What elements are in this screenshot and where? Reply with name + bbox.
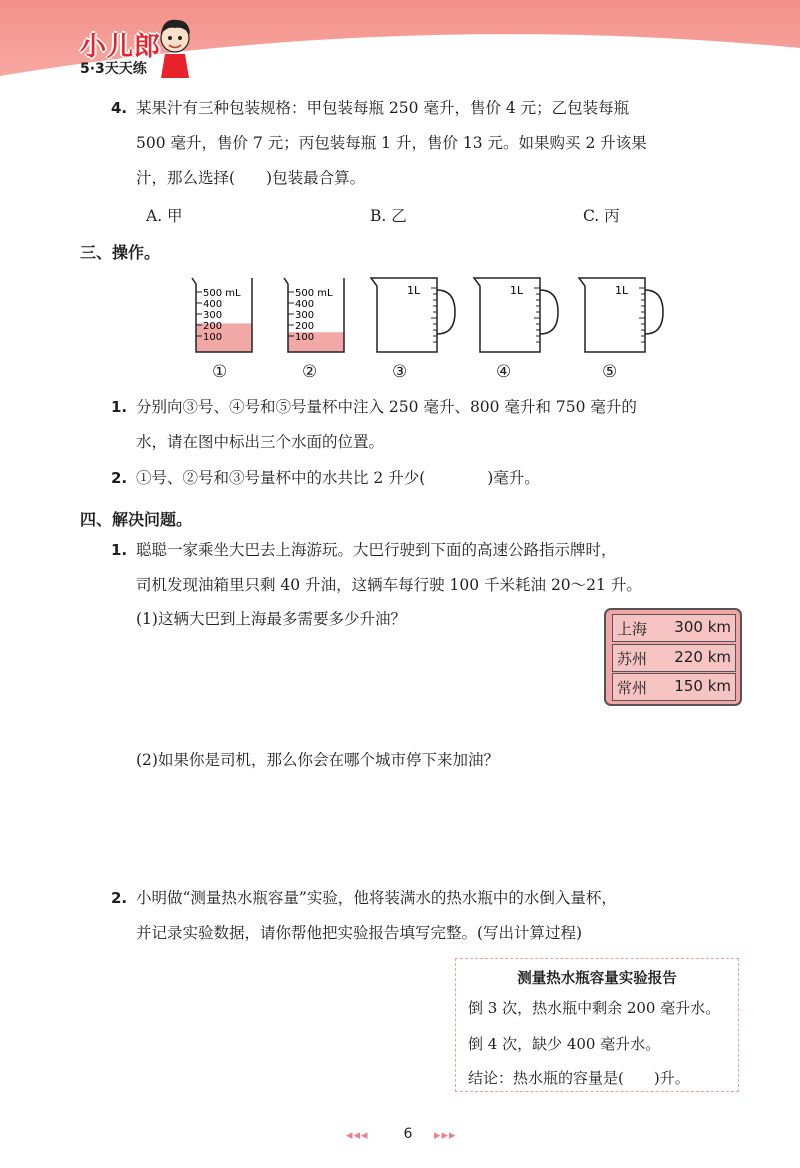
report-title: 测量热水瓶容量实验报告: [517, 971, 677, 987]
mug-4: [474, 278, 558, 352]
beaker-1-mark-500: 500 mL: [203, 288, 241, 299]
beaker-1-mark-400: 400: [203, 299, 223, 310]
sign-city: 上海: [617, 620, 648, 638]
sign-city: 苏州: [617, 650, 648, 668]
q4-line-1: 某果汁有三种包装规格：甲包装每瓶 250 毫升，售价 4 元；乙包装每瓶: [136, 99, 630, 117]
sign-distance: 300 km: [674, 618, 731, 636]
cup-label-5: ⑤: [602, 362, 618, 382]
beaker-2-mark-500: 500 mL: [295, 288, 333, 299]
s3-q1-number: 1.: [111, 398, 128, 416]
s4-p1-line-2: 司机发现油箱里只剩 40 升油，这辆车每行驶 100 千米耗油 20～21 升。: [136, 576, 642, 594]
s3-q1-line-1: 分别向③号、④号和⑤号量杯中注入 250 毫升、800 毫升和 750 毫升的: [136, 398, 637, 416]
mug-3: [371, 278, 455, 352]
cup-label-3: ③: [392, 362, 408, 382]
report-line-3: 结论：热水瓶的容量是( )升。: [468, 1069, 690, 1087]
beaker-2-mark-200: 200: [295, 321, 315, 332]
sign-distance: 220 km: [674, 648, 731, 666]
beaker-2-mark-300: 300: [295, 310, 315, 321]
q4-option-b: B. 乙: [370, 207, 407, 225]
mug-3-litre-label: 1L: [407, 284, 421, 297]
beaker-2: [284, 278, 344, 352]
s4-p1-sub-2: (2)如果你是司机，那么你会在哪个城市停下来加油？: [136, 751, 499, 769]
brand-name: 小儿郎: [80, 32, 162, 62]
brand-series: 5·3天天练: [80, 61, 147, 77]
s4-p1-number: 1.: [111, 541, 128, 559]
section-4-title: 四、解决问题。: [80, 510, 193, 529]
cup-label-4: ④: [496, 362, 512, 382]
s4-p2-line-1: 小明做“测量热水瓶容量”实验，他将装满水的热水瓶中的水倒入量杯，: [136, 889, 617, 907]
sign-row: [612, 614, 736, 642]
beaker-1-mark-300: 300: [203, 310, 223, 321]
s4-p2-line-2: 并记录实验数据，请你帮他把实验报告填写完整。(写出计算过程): [136, 924, 583, 942]
beaker-1: [192, 278, 252, 352]
s4-p1-sub-1: (1)这辆大巴到上海最多需要多少升油？: [136, 610, 406, 628]
s4-p1-line-1: 聪聪一家乘坐大巴去上海游玩。大巴行驶到下面的高速公路指示牌时，: [136, 541, 617, 559]
sign-row: [612, 673, 736, 701]
mug-5: [579, 278, 663, 352]
beaker-1-mark-100: 100: [203, 332, 223, 343]
s3-q2-line: ①号、②号和③号量杯中的水共比 2 升少( )毫升。: [136, 469, 540, 487]
sign-row: [612, 644, 736, 672]
sign-city: 常州: [617, 679, 648, 697]
report-line-2: 倒 4 次，缺少 400 毫升水。: [468, 1035, 661, 1053]
beaker-2-mark-400: 400: [295, 299, 315, 310]
cup-label-2: ②: [302, 362, 318, 382]
q4-number: 4.: [111, 99, 128, 117]
page-number: 6: [403, 1126, 413, 1142]
prev-arrows-icon: ◂◂◂: [346, 1128, 369, 1143]
sign-distance: 150 km: [674, 677, 731, 695]
beaker-1-mark-200: 200: [203, 321, 223, 332]
mug-4-litre-label: 1L: [510, 284, 524, 297]
cup-label-1: ①: [212, 362, 228, 382]
beaker-2-mark-100: 100: [295, 332, 315, 343]
s3-q2-number: 2.: [111, 469, 128, 487]
section-3-title: 三、操作。: [80, 243, 161, 262]
mascot-boy-icon: [155, 8, 195, 78]
s4-p2-number: 2.: [111, 889, 128, 907]
q4-line-3: 汁，那么选择( )包装最合算。: [136, 169, 366, 187]
s3-q1-line-2: 水，请在图中标出三个水面的位置。: [136, 433, 385, 451]
measuring-cups-figure: [185, 272, 665, 362]
q4-line-2: 500 毫升，售价 7 元；丙包装每瓶 1 升，售价 13 元。如果购买 2 升该果: [136, 134, 647, 152]
report-line-1: 倒 3 次，热水瓶中剩余 200 毫升水。: [468, 999, 721, 1017]
q4-option-a: A. 甲: [146, 207, 183, 225]
experiment-report-box: [455, 958, 739, 1092]
q4-option-c: C. 丙: [583, 207, 620, 225]
highway-sign: [604, 608, 742, 706]
next-arrows-icon: ▸▸▸: [434, 1128, 457, 1143]
mug-5-litre-label: 1L: [615, 284, 629, 297]
